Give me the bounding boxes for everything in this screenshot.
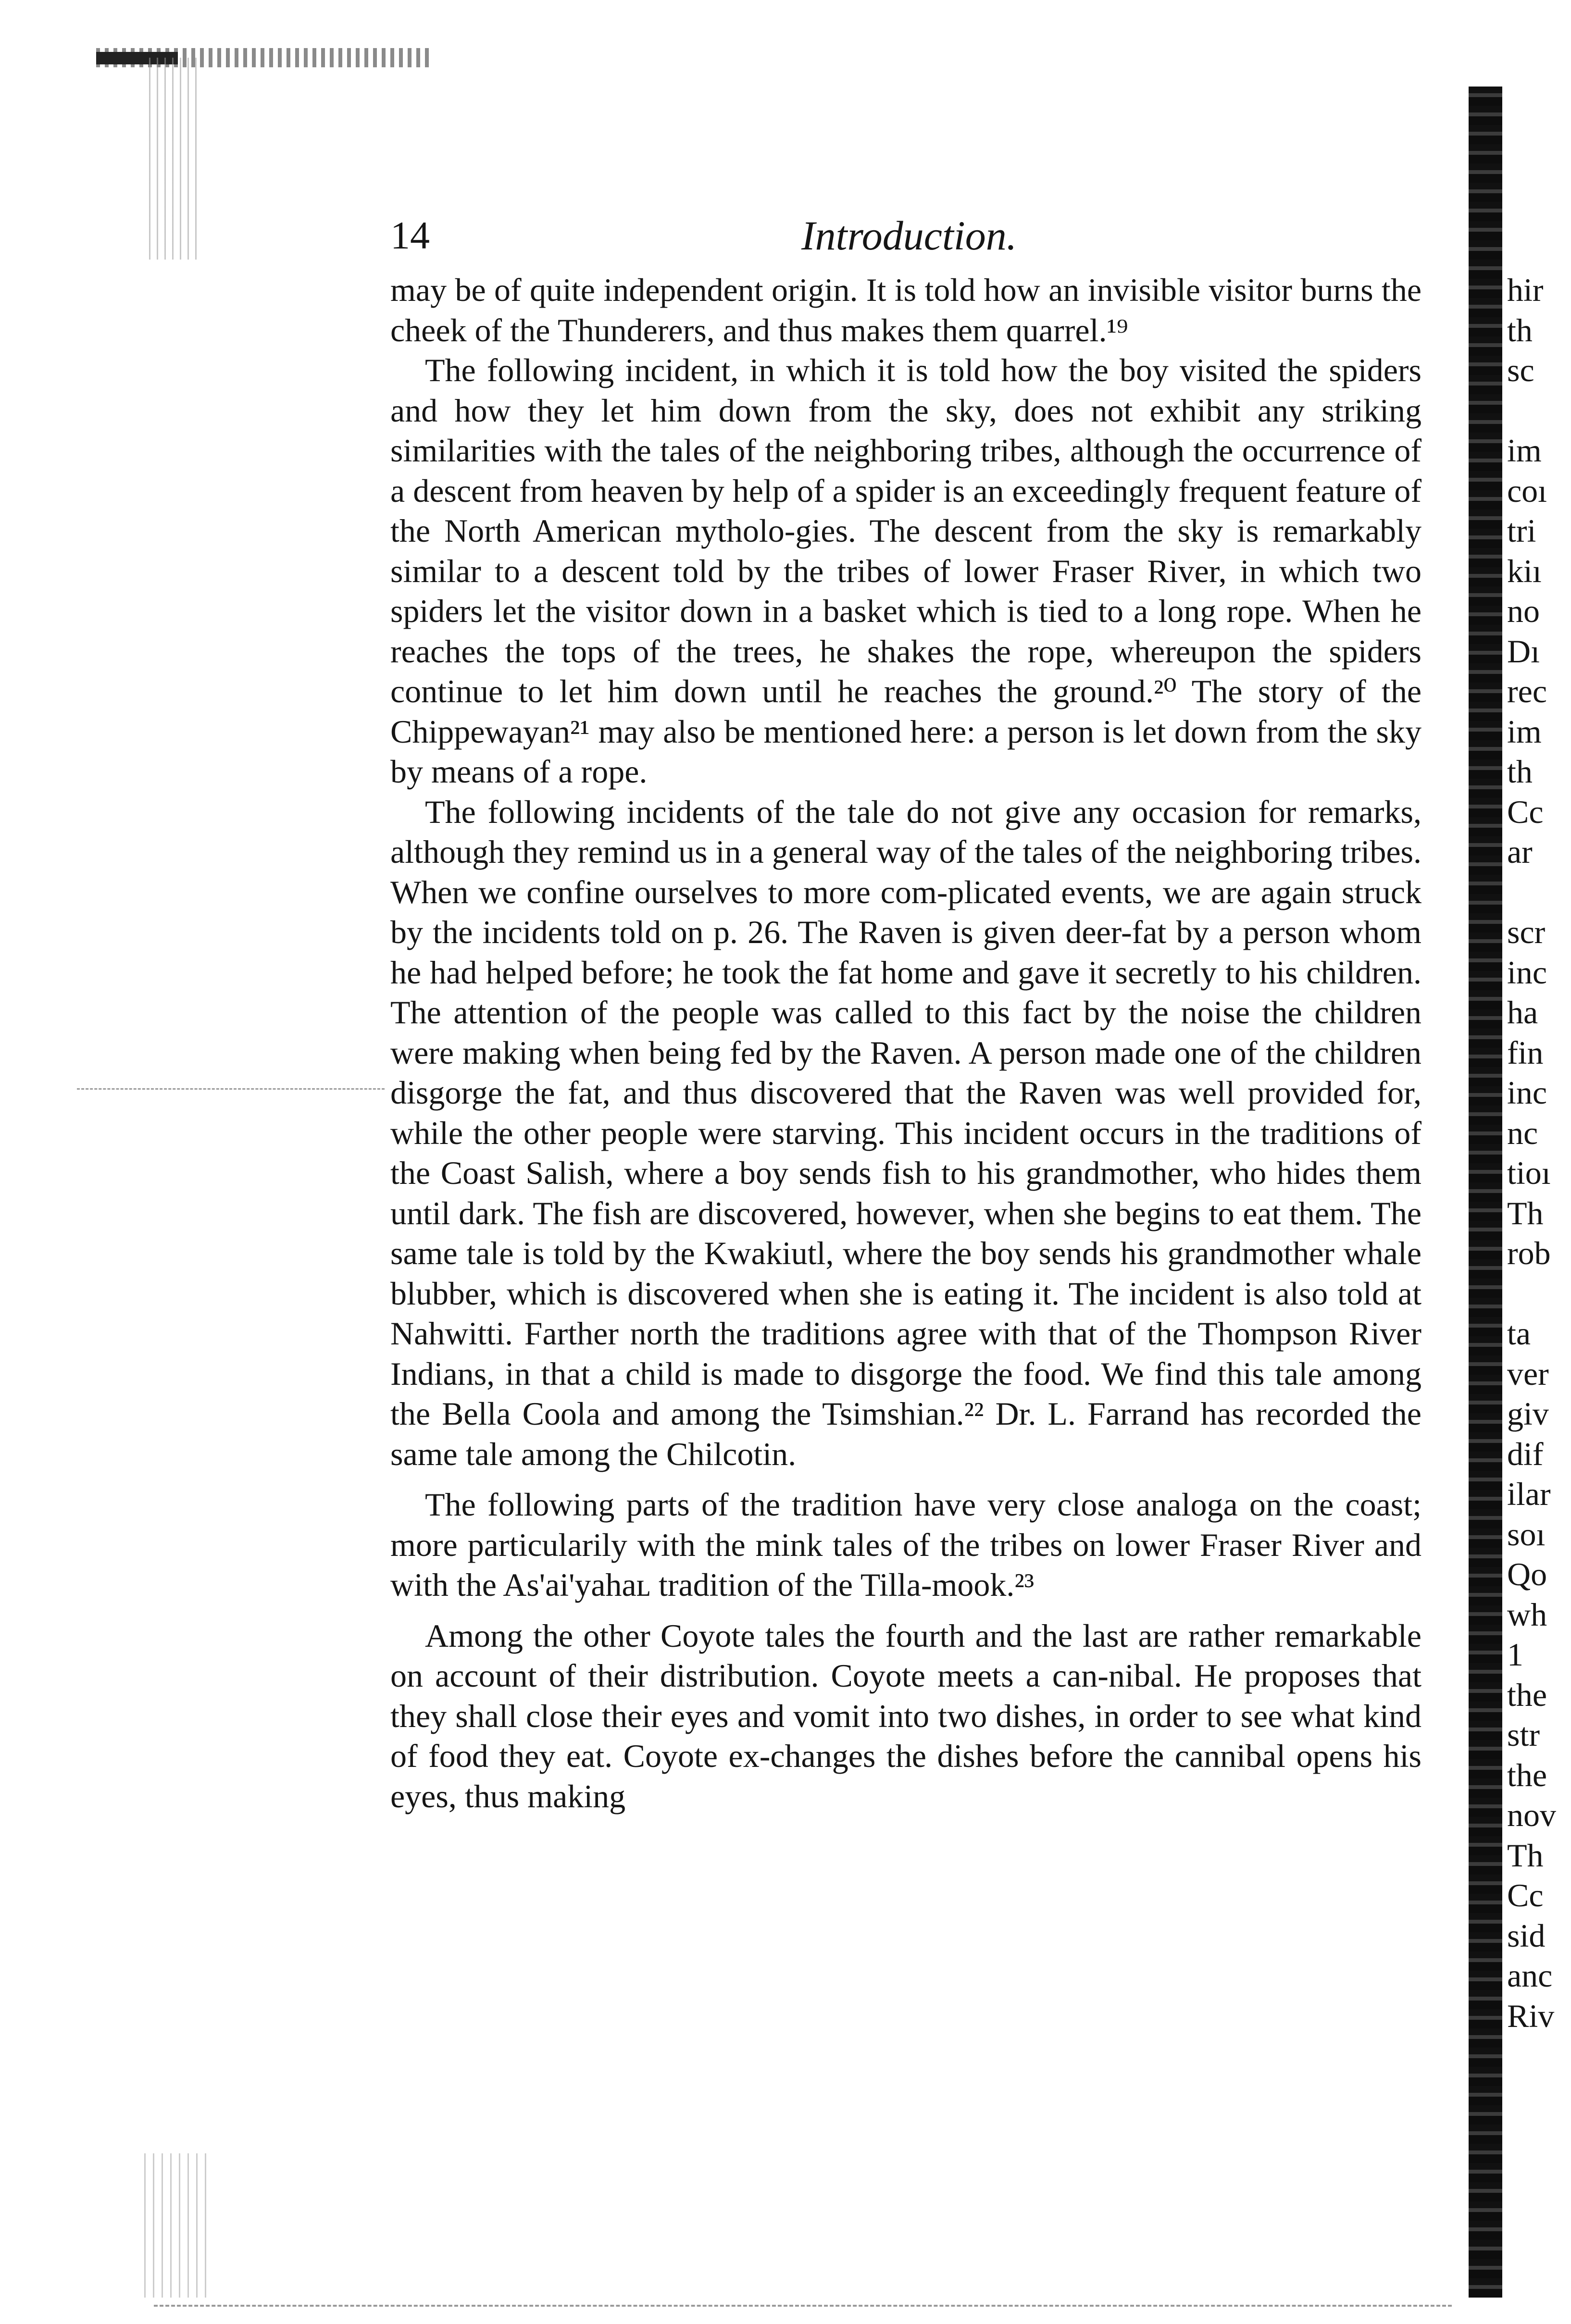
adjacent-page-line: sid: [1507, 1917, 1546, 1954]
adjacent-page-line: Cc: [1507, 793, 1544, 830]
adjacent-page-line: [1507, 872, 1571, 913]
paragraph: The following incident, in which it is told how the boy visited the spiders and how they let him down from the sky, does not exhibit any striking similarities with the tales of the neighboring tribes, although the occurrence of a descent from heaven by help of a spider is an exceedingly frequent feature of the North American mytholo-gies. The descent from the sky is remarkably similar to a descent told by the tribes of lower Fraser River, in which two spiders let the visitor down in a basket which is tied to a long rope. When he reaches the tops of the trees, he shakes the rope, whereupon the spiders continue to let him down until he reaches the ground.²⁰ The story of the Chippewayan²¹ may also be mentioned here: a person is let down from the sky by means of a rope.: [390, 352, 1421, 790]
adjacent-page-line: 1: [1507, 1636, 1523, 1673]
adjacent-page-line: soı: [1507, 1516, 1546, 1553]
adjacent-page-line: rec: [1507, 673, 1547, 709]
paragraph: Among the other Coyote tales the fourth and the last are rather remarkable on account of their distribution. Coyote meets a can-nibal. He proposes that they shall close their eyes and vomit into two dishes, in order to see what kind of food they eat. Coyote ex-changes the dishes before the cannibal opens his eyes, thus making: [390, 1617, 1421, 1814]
adjacent-page-line: the: [1507, 1676, 1547, 1713]
running-head: Introduction.: [801, 212, 1017, 259]
adjacent-page-line: ta: [1507, 1315, 1531, 1352]
adjacent-page-line: ver: [1507, 1355, 1549, 1392]
page-header: [390, 207, 1424, 264]
adjacent-page-line: [1507, 391, 1571, 431]
adjacent-page-line: hir: [1507, 272, 1544, 308]
adjacent-page-line: th: [1507, 311, 1533, 348]
adjacent-page-line: fin: [1507, 1034, 1544, 1071]
adjacent-page-line: th: [1507, 753, 1533, 790]
adjacent-page-line: ha: [1507, 994, 1538, 1031]
adjacent-page-line: the: [1507, 1756, 1547, 1793]
adjacent-page-line: Cc: [1507, 1877, 1544, 1914]
adjacent-page-line: str: [1507, 1716, 1540, 1753]
adjacent-page-line: inc: [1507, 954, 1547, 991]
body-text: [390, 270, 1421, 1816]
adjacent-page-line: rob: [1507, 1235, 1551, 1271]
adjacent-page-line: coı: [1507, 472, 1547, 509]
adjacent-page-line: Th: [1507, 1194, 1544, 1231]
adjacent-page-line: no: [1507, 593, 1540, 629]
page-number: 14: [390, 213, 430, 257]
adjacent-page-line: Th: [1507, 1837, 1544, 1874]
adjacent-page-line: ar: [1507, 833, 1533, 870]
adjacent-page-line: kiı: [1507, 552, 1542, 589]
adjacent-page-line: Dı: [1507, 633, 1540, 670]
adjacent-page-line: wh: [1507, 1596, 1547, 1633]
adjacent-page-line: sc: [1507, 352, 1534, 388]
adjacent-page-line: scr: [1507, 914, 1546, 950]
adjacent-page-line: nov: [1507, 1797, 1556, 1833]
scan-stray-rule: [77, 1088, 385, 1090]
paragraph: may be of quite independent origin. It is told how an invisible visitor burns the cheek of the Thunderers, and thus makes them quarrel.¹⁹: [390, 272, 1421, 348]
adjacent-page-line: im: [1507, 713, 1542, 750]
book-binding-gutter: [1469, 87, 1502, 2298]
adjacent-page-line: ilar: [1507, 1476, 1551, 1512]
adjacent-page-line: Qo: [1507, 1556, 1547, 1592]
paragraph: The following incidents of the tale do not give any occasion for remarks, although they remind us in a general way of the tales of the neighboring tribes. When we confine ourselves to more com-plicated events, we are again struck by the incidents told on p. 26. The Raven is given deer-fat by a person whom he had helped before; he took the fat home and gave it secretly to his children. The attention of the people was called to this fact by the noise the children were making when being fed by the Raven. A person made one of the children disgorge the fat, and thus discovered that the Raven was well provided for, while the other people were starving. This incident occurs in the traditions of the Coast Salish, where a boy sends fish to his grandmother, who hides them until dark. The fish are discovered, however, when she begins to eat them. The same tale is told by the Kwakiutl, where the boy sends his grandmother whale blubber, which is discovered when she is eating it. The incident is also told at Nahwitti. Farther north the traditions agree with that of the Thompson River Indians, in that a child is made to disgorge the food. We find this tale among the Bella Coola and among the Tsimshian.²² Dr. L. Farrand has recorded the same tale among the Chilcotin.: [390, 793, 1421, 1472]
adjacent-page-line: inc: [1507, 1074, 1547, 1111]
adjacent-page-line: [1507, 1274, 1571, 1314]
paragraph: The following parts of the tradition have very close analoga on the coast; more particularily with the mink tales of the tribes on lower Fraser River and with the As'ai'yahaʟ tradition of the Tilla-mook.²³: [390, 1486, 1421, 1603]
adjacent-page-line: anc: [1507, 1957, 1553, 1994]
scan-bottom-rule: [154, 2305, 1452, 2307]
adjacent-page-line: Riv: [1507, 1997, 1555, 2034]
scan-edge-left: [149, 58, 202, 260]
adjacent-page-line: tri: [1507, 512, 1536, 549]
scan-edge-left-bottom: [144, 2153, 212, 2298]
adjacent-page-line: dif: [1507, 1435, 1544, 1472]
adjacent-page-fragment: [1507, 270, 1571, 2289]
adjacent-page-line: nc: [1507, 1114, 1538, 1151]
adjacent-page-line: tioı: [1507, 1155, 1551, 1191]
adjacent-page-line: giv: [1507, 1395, 1549, 1432]
adjacent-page-line: im: [1507, 432, 1542, 469]
